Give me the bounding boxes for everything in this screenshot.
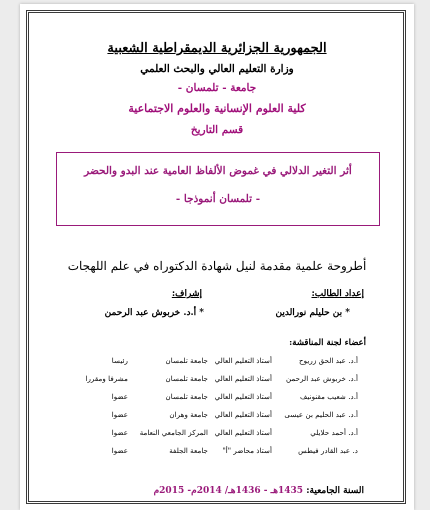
committee-member-row <box>66 356 358 374</box>
member-institution: جامعة وهران <box>169 410 208 419</box>
thesis-subtitle: - تلمسان أنموذجا - <box>175 193 261 205</box>
member-role: عضوا <box>111 410 128 419</box>
member-role: عضوا <box>111 428 128 437</box>
member-rank: أستاذ التعليم العالي <box>214 392 272 401</box>
thesis-title-box <box>56 152 380 226</box>
member-institution: المركز الجامعي النعامة <box>139 428 208 437</box>
member-rank: أستاذ محاضر "أ" <box>222 446 272 455</box>
committee-member-row <box>66 374 358 392</box>
faculty-line: كلية العلوم الإنسانية والعلوم الاجتماعية <box>128 102 306 115</box>
member-rank: أستاذ التعليم العالي <box>214 428 272 437</box>
committee-label: أعضاء لجنة المناقشة: <box>289 338 366 348</box>
member-name: أ.د. عبد الحق زريوح <box>299 356 358 365</box>
member-name: أ.د. أحمد حلايلي <box>310 428 358 437</box>
member-name: أ.د. عبد الحليم بن عيسى <box>284 410 358 419</box>
ministry-line: وزارة التعليم العالي والبحث العلمي <box>140 63 294 75</box>
prepared-by-label: إعداد الطالب: <box>311 289 364 299</box>
thesis-description: أطروحة علمية مقدمة لنيل شهادة الدكتوراه في علم اللهجات <box>67 259 367 273</box>
member-role: عضوا <box>111 392 128 401</box>
supervisor-name: * أ.د. خربوش عبد الرحمن <box>104 308 204 318</box>
committee-member-row <box>66 410 358 428</box>
department-line: قسم التاريخ <box>190 124 244 136</box>
member-name: د. عبد القادر فيطس <box>298 446 358 455</box>
member-rank: أستاذ التعليم العالي <box>214 374 272 383</box>
thesis-title: أثر التغير الدلالي في غموض الألفاظ العامية عند البدو والحضر <box>84 165 352 177</box>
university-line: جامعة - تلمسان - <box>177 82 257 94</box>
academic-year-value: 1435هـ - 1436هـ/ 2014م- 2015م <box>153 486 304 496</box>
committee-member-row <box>66 428 358 446</box>
supervisor-label: إشراف: <box>171 289 202 299</box>
committee-list <box>66 356 358 464</box>
committee-member-row <box>66 392 358 410</box>
member-institution: جامعة الجلفة <box>169 446 208 455</box>
academic-year <box>154 486 364 496</box>
member-role: عضوا <box>111 446 128 455</box>
member-name: أ.د. شعيب مقنونيف <box>299 392 358 401</box>
student-name: * بن حليلم نورالدين <box>275 308 350 318</box>
member-institution: جامعة تلمسان <box>165 356 208 365</box>
member-name: أ.د. خربوش عبد الرحمن <box>286 374 358 383</box>
member-role: رئيسا <box>111 356 128 365</box>
republic-heading: الجمهورية الجزائرية الديمقراطية الشعبية <box>107 41 327 56</box>
committee-member-row <box>66 446 358 464</box>
member-role: مشرفا ومقررا <box>85 374 128 383</box>
member-institution: جامعة تلمسان <box>165 392 208 401</box>
member-institution: جامعة تلمسان <box>165 374 208 383</box>
member-rank: أستاذ التعليم العالي <box>214 356 272 365</box>
title-page <box>20 4 414 510</box>
member-rank: أستاذ التعليم العالي <box>214 410 272 419</box>
academic-year-label: السنة الجامعية: <box>306 486 364 496</box>
